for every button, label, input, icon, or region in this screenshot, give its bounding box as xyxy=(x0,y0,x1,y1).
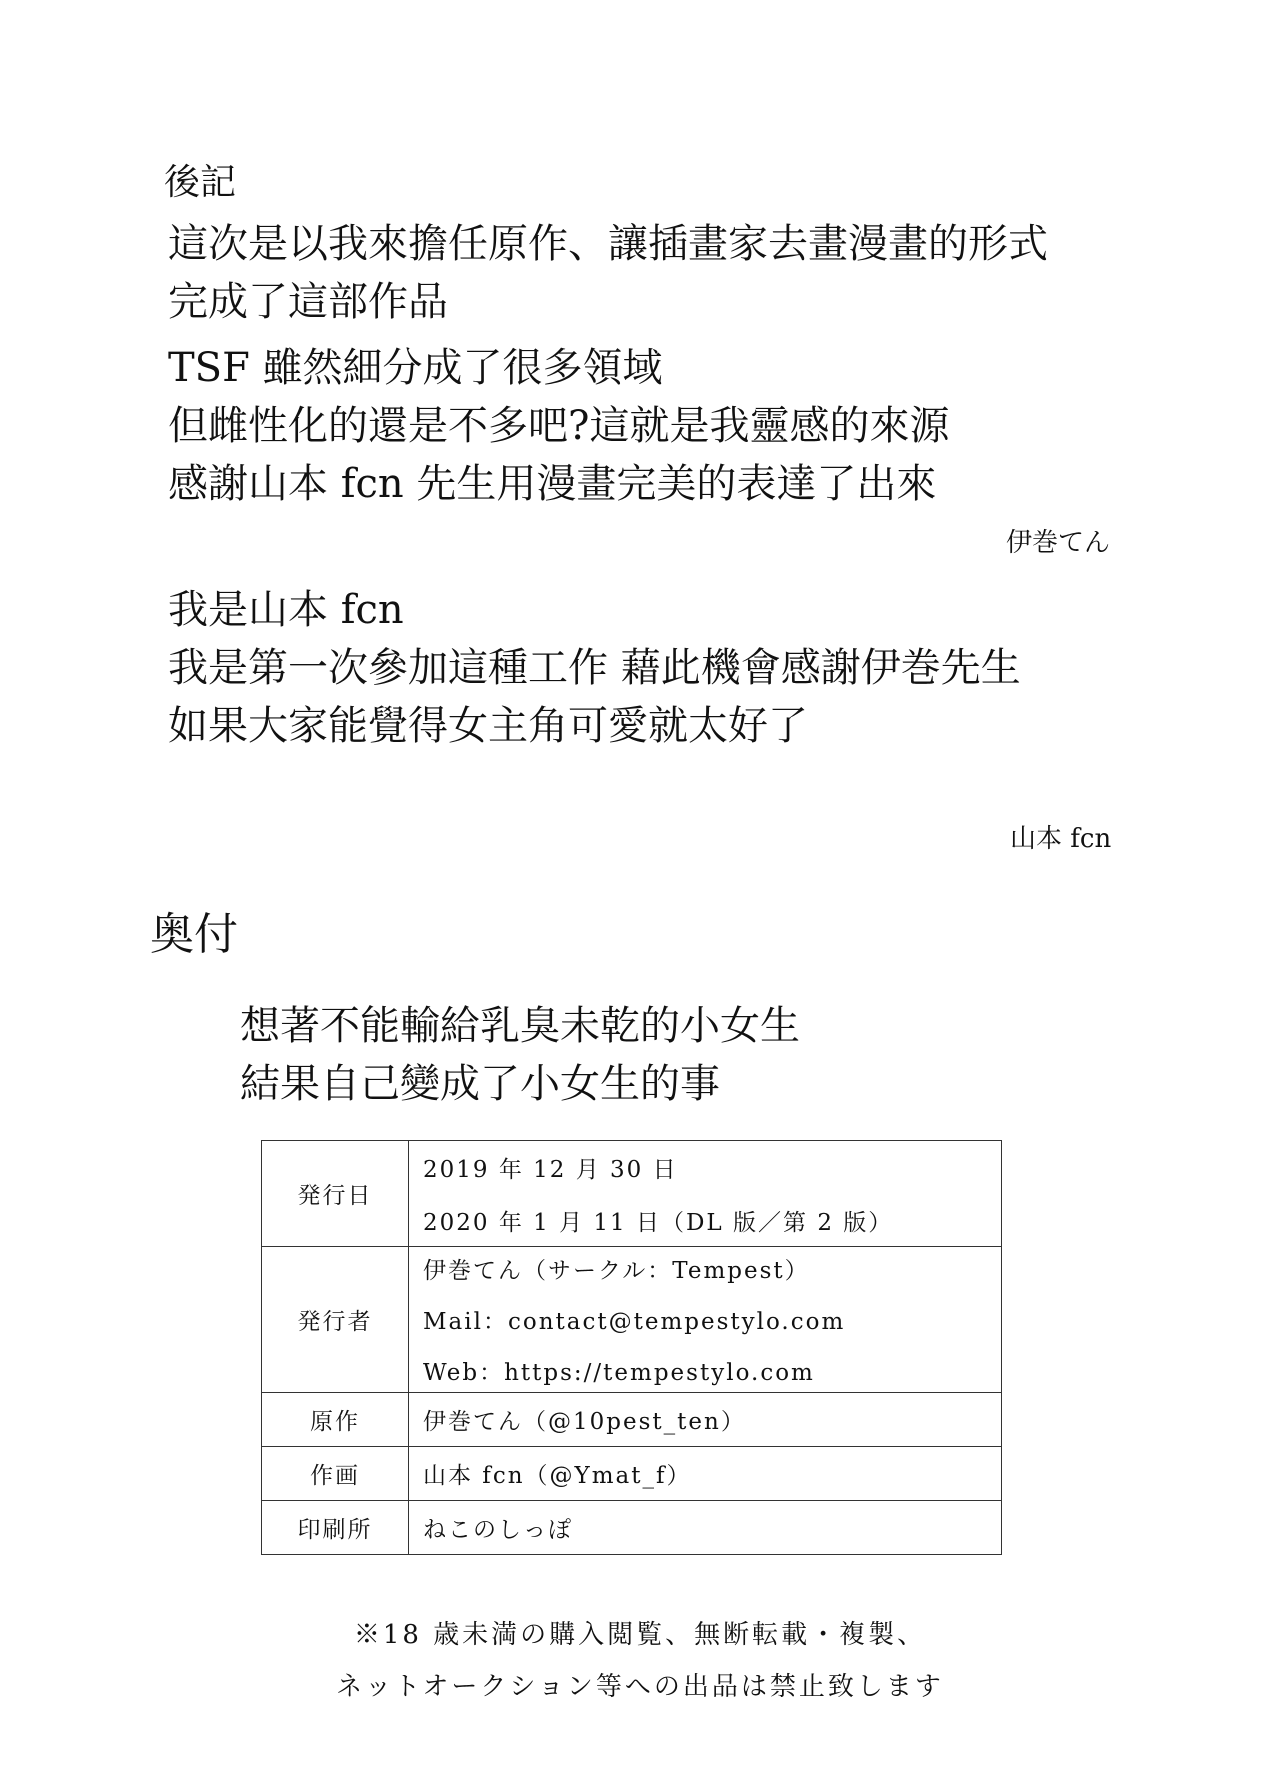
row-value xyxy=(409,1247,1002,1393)
row-label: 作画 xyxy=(262,1447,409,1501)
paragraph-line: 感謝山本 fcn 先生用漫畫完美的表達了出來 xyxy=(168,461,937,507)
row-value xyxy=(409,1141,1002,1247)
row-label: 発行者 xyxy=(262,1247,409,1393)
row-value xyxy=(409,1501,1002,1555)
value-line: Mail：contact@tempestylo.com xyxy=(423,1309,846,1335)
row-label: 印刷所 xyxy=(262,1501,409,1555)
row-value xyxy=(409,1393,1002,1447)
table-row xyxy=(262,1141,1002,1247)
value-line: 山本 fcn（@Ymat_f） xyxy=(423,1463,692,1489)
table-row xyxy=(262,1501,1002,1555)
paragraph-line: 但雌性化的還是不多吧?這就是我靈感的來源 xyxy=(168,403,950,449)
signature-iteman: 伊巻てん xyxy=(1006,528,1111,558)
signature-yamamoto: 山本 fcn xyxy=(1010,824,1112,854)
table-row xyxy=(262,1247,1002,1393)
table-row xyxy=(262,1393,1002,1447)
colophon-title: 奥付 xyxy=(150,909,238,960)
colophon-table xyxy=(261,1140,1002,1555)
book-title-line: 結果自己變成了小女生的事 xyxy=(240,1061,720,1107)
value-line: 2020 年 1 月 11 日（DL 版／第 2 版） xyxy=(423,1209,894,1236)
value-line: 伊巻てん（@10pest_ten） xyxy=(423,1409,746,1435)
afterword-title: 後記 xyxy=(164,162,237,203)
value-line: 2019 年 12 月 30 日 xyxy=(423,1156,678,1183)
book-title xyxy=(240,1003,800,1122)
paragraph-line: 如果大家能覺得女主角可愛就太好了 xyxy=(168,703,808,749)
row-label: 原作 xyxy=(262,1393,409,1447)
book-title-line: 想著不能輸給乳臭未乾的小女生 xyxy=(240,1003,800,1049)
afterword-paragraph-1 xyxy=(168,221,1048,340)
afterword-paragraph-3 xyxy=(168,587,1021,764)
value-line: Web：https://tempestylo.com xyxy=(423,1360,815,1386)
paragraph-line: TSF 雖然細分成了很多領域 xyxy=(168,345,663,391)
value-line: 伊巻てん（サークル：Tempest） xyxy=(423,1258,810,1284)
row-value xyxy=(409,1447,1002,1501)
afterword-paragraph-2 xyxy=(168,345,950,522)
paragraph-line: 這次是以我來擔任原作、讓插畫家去畫漫畫的形式 xyxy=(168,221,1048,267)
value-line: ねこのしっぽ xyxy=(423,1517,573,1543)
paragraph-line: 完成了這部作品 xyxy=(168,279,448,325)
paragraph-line: 我是第一次參加這種工作 藉此機會感謝伊巻先生 xyxy=(168,645,1021,691)
table-row xyxy=(262,1447,1002,1501)
paragraph-line: 我是山本 fcn xyxy=(168,587,404,633)
notice-line: ※18 歳未満の購入閲覧、無断転載・複製、 xyxy=(353,1620,927,1650)
row-label: 発行日 xyxy=(262,1141,409,1247)
notice-line: ネットオークション等への出品は禁止致します xyxy=(336,1672,944,1702)
